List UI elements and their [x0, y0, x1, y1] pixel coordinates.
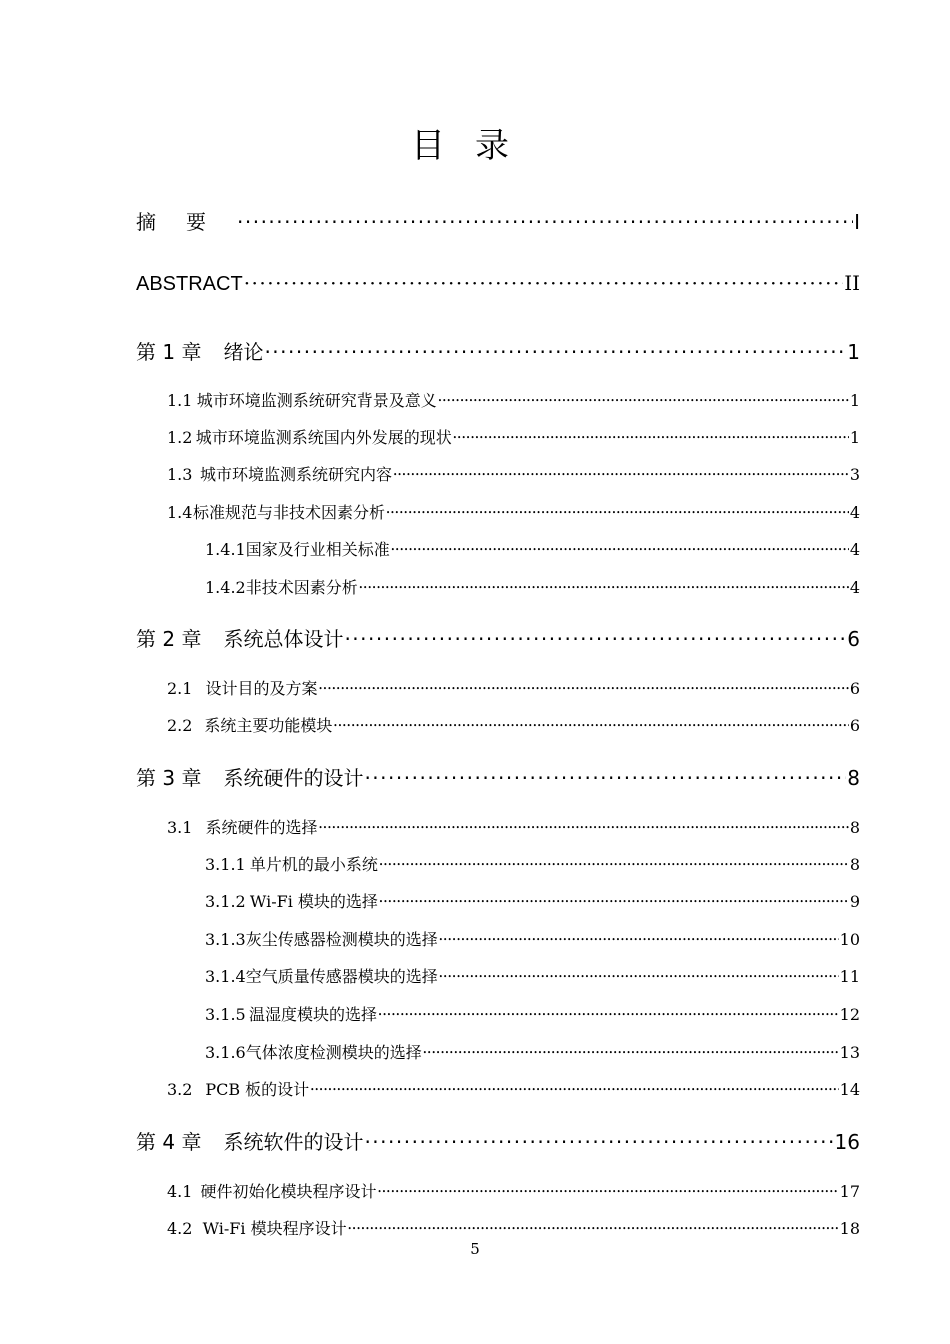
toc-entry-page: I — [854, 210, 860, 234]
toc-entry-number: 3.1.6 — [205, 1043, 246, 1062]
toc-entry-title: 摘要 — [136, 210, 236, 234]
toc-entry-title: 系统主要功能模块 — [204, 716, 333, 735]
toc-leader — [264, 340, 846, 364]
toc-entry-1-4-1[interactable] — [205, 537, 860, 560]
toc-leader — [423, 1043, 839, 1062]
page-number: 5 — [470, 1240, 480, 1258]
toc-entry-title: PCB 板的设计 — [205, 1080, 310, 1099]
toc-entry-3-1[interactable] — [167, 815, 860, 838]
toc-entry-number: 2.2 — [167, 716, 193, 735]
toc-entry-title: 城市环境监测系统研究背景及意义 — [196, 391, 437, 410]
toc-entry-number: 第 2 章 — [136, 627, 202, 651]
toc-entry-page: 1 — [847, 340, 860, 364]
toc-entry-number: 1.1 — [167, 391, 193, 410]
toc-entry-title: 绪论 — [223, 340, 264, 364]
toc-entry-title: 城市环境监测系统国内外发展的现状 — [195, 428, 452, 447]
page-title: 目录 — [411, 126, 539, 166]
toc-entry-3-1-5[interactable] — [205, 1002, 860, 1025]
toc-entry-number: 4.1 — [167, 1182, 193, 1201]
toc-entry-title: 系统总体设计 — [223, 627, 344, 651]
toc-entry-page: II — [844, 271, 860, 295]
toc-leader — [379, 855, 849, 874]
toc-leader — [378, 1005, 839, 1024]
toc-entry-page: 18 — [839, 1219, 860, 1238]
toc-leader — [310, 1080, 838, 1099]
toc-entry-3-2[interactable] — [167, 1077, 860, 1100]
toc-entry-3-1-6[interactable] — [205, 1040, 860, 1063]
toc-entry-number: 1.4.2 — [205, 578, 246, 597]
toc-entry-number: 1.4.1 — [205, 540, 246, 559]
toc-entry-number: 3.1.4 — [205, 967, 246, 986]
toc-entry-number: 3.1.2 — [205, 892, 246, 911]
toc-entry-number: 3.1 — [167, 818, 193, 837]
toc-entry-page: 13 — [839, 1043, 860, 1062]
toc-entry-page: 8 — [847, 766, 860, 790]
toc-entry-1-2[interactable] — [167, 425, 860, 448]
toc-entry-page: 14 — [839, 1080, 860, 1099]
toc-leader — [359, 578, 849, 597]
toc-entry-number: 第 4 章 — [136, 1130, 202, 1154]
toc-leader — [364, 1130, 833, 1154]
toc-leader — [438, 391, 849, 410]
toc-leader — [379, 892, 849, 911]
toc-entry-number: 第 1 章 — [136, 340, 202, 364]
toc-entry-2-2[interactable] — [167, 713, 860, 736]
toc-entry-title: 非技术因素分析 — [245, 578, 358, 597]
toc-entry-title: 系统软件的设计 — [223, 1130, 364, 1154]
toc-entry-page: 6 — [847, 627, 860, 651]
toc-entry-3-1-2[interactable] — [205, 889, 860, 912]
toc-entry-chapter-3[interactable] — [136, 762, 860, 791]
toc-entry-3-1-1[interactable] — [205, 852, 860, 875]
toc-leader — [364, 766, 846, 790]
toc-entry-page: 4 — [849, 540, 860, 559]
toc-leader — [318, 818, 848, 837]
toc-entry-3-1-4[interactable] — [205, 964, 860, 987]
toc-entry-number: 3.1.3 — [205, 930, 246, 949]
toc-leader — [318, 679, 848, 698]
toc-entry-1-1[interactable] — [167, 388, 860, 411]
toc-leader — [439, 930, 839, 949]
toc-leader — [348, 1219, 839, 1238]
toc-entry-number: 1.3 — [167, 465, 193, 484]
toc-entry-page: 4 — [849, 578, 860, 597]
toc-entry-number: 1.2 — [167, 428, 193, 447]
toc-entry-page: 1 — [849, 391, 860, 410]
toc-entry-page: 9 — [849, 892, 860, 911]
toc-leader — [439, 967, 839, 986]
toc-entry-number: 2.1 — [167, 679, 193, 698]
toc-entry-title: Wi-Fi 模块的选择 — [249, 892, 378, 911]
toc-entry-number: 3.2 — [167, 1080, 193, 1099]
toc-entry-page: 8 — [849, 855, 860, 874]
toc-entry-page: 16 — [834, 1130, 860, 1154]
toc-entry-page: 10 — [839, 930, 860, 949]
toc-entry-page: 1 — [849, 428, 860, 447]
toc-entry-1-4-2[interactable] — [205, 575, 860, 598]
toc-entry-chapter-2[interactable] — [136, 623, 860, 652]
toc-entry-3-1-3[interactable] — [205, 927, 860, 950]
toc-entry-page: 6 — [849, 716, 860, 735]
toc-leader — [393, 465, 849, 484]
toc-leader — [333, 716, 848, 735]
toc-leader — [453, 428, 849, 447]
toc-entry-page: 12 — [839, 1005, 860, 1024]
toc-entry-2-1[interactable] — [167, 676, 860, 699]
toc-entry-number: 4.2 — [167, 1219, 193, 1238]
toc-entry-number: 3.1.5 — [205, 1005, 246, 1024]
toc-entry-page: 8 — [849, 818, 860, 837]
toc-entry-4-2[interactable] — [167, 1216, 860, 1239]
toc-entry-1-3[interactable] — [167, 462, 860, 485]
toc-entry-title: 国家及行业相关标准 — [245, 540, 390, 559]
toc-entry-page: 17 — [839, 1182, 860, 1201]
toc-entry-title: Wi-Fi 模块程序设计 — [202, 1219, 347, 1238]
toc-entry-page: 3 — [849, 465, 860, 484]
toc-entry-4-1[interactable] — [167, 1179, 860, 1202]
toc-entry-abstract-cn[interactable] — [136, 206, 860, 235]
toc-entry-title: 城市环境监测系统研究内容 — [200, 465, 393, 484]
toc-entry-title: 灰尘传感器检测模块的选择 — [245, 930, 438, 949]
toc-leader — [377, 1182, 838, 1201]
toc-entry-abstract-en[interactable] — [136, 271, 860, 296]
toc-entry-title: 空气质量传感器模块的选择 — [245, 967, 438, 986]
toc-entry-chapter-4[interactable] — [136, 1126, 860, 1155]
toc-entry-chapter-1[interactable] — [136, 336, 860, 365]
toc-entry-title: 温湿度模块的选择 — [249, 1005, 378, 1024]
toc-entry-title: 标准规范与非技术因素分析 — [192, 503, 385, 522]
toc-entry-page: 6 — [849, 679, 860, 698]
toc-leader — [237, 210, 853, 234]
toc-entry-title: 单片机的最小系统 — [249, 855, 378, 874]
toc-entry-title: ABSTRACT — [136, 273, 243, 295]
toc-leader — [391, 540, 849, 559]
toc-entry-title: 硬件初始化模块程序设计 — [200, 1182, 377, 1201]
toc-entry-title: 系统硬件的设计 — [223, 766, 364, 790]
toc-entry-1-4[interactable] — [167, 500, 860, 523]
toc-entry-page: 11 — [839, 967, 860, 986]
toc-leader — [244, 271, 844, 295]
toc-leader — [344, 627, 846, 651]
toc-entry-number: 3.1.1 — [205, 855, 246, 874]
toc-entry-title: 系统硬件的选择 — [205, 818, 318, 837]
toc-entry-number: 1.4 — [167, 503, 193, 522]
toc-leader — [386, 503, 849, 522]
toc-entry-title: 设计目的及方案 — [205, 679, 318, 698]
toc-entry-number: 第 3 章 — [136, 766, 202, 790]
toc-entry-page: 4 — [849, 503, 860, 522]
toc-entry-title: 气体浓度检测模块的选择 — [245, 1043, 422, 1062]
